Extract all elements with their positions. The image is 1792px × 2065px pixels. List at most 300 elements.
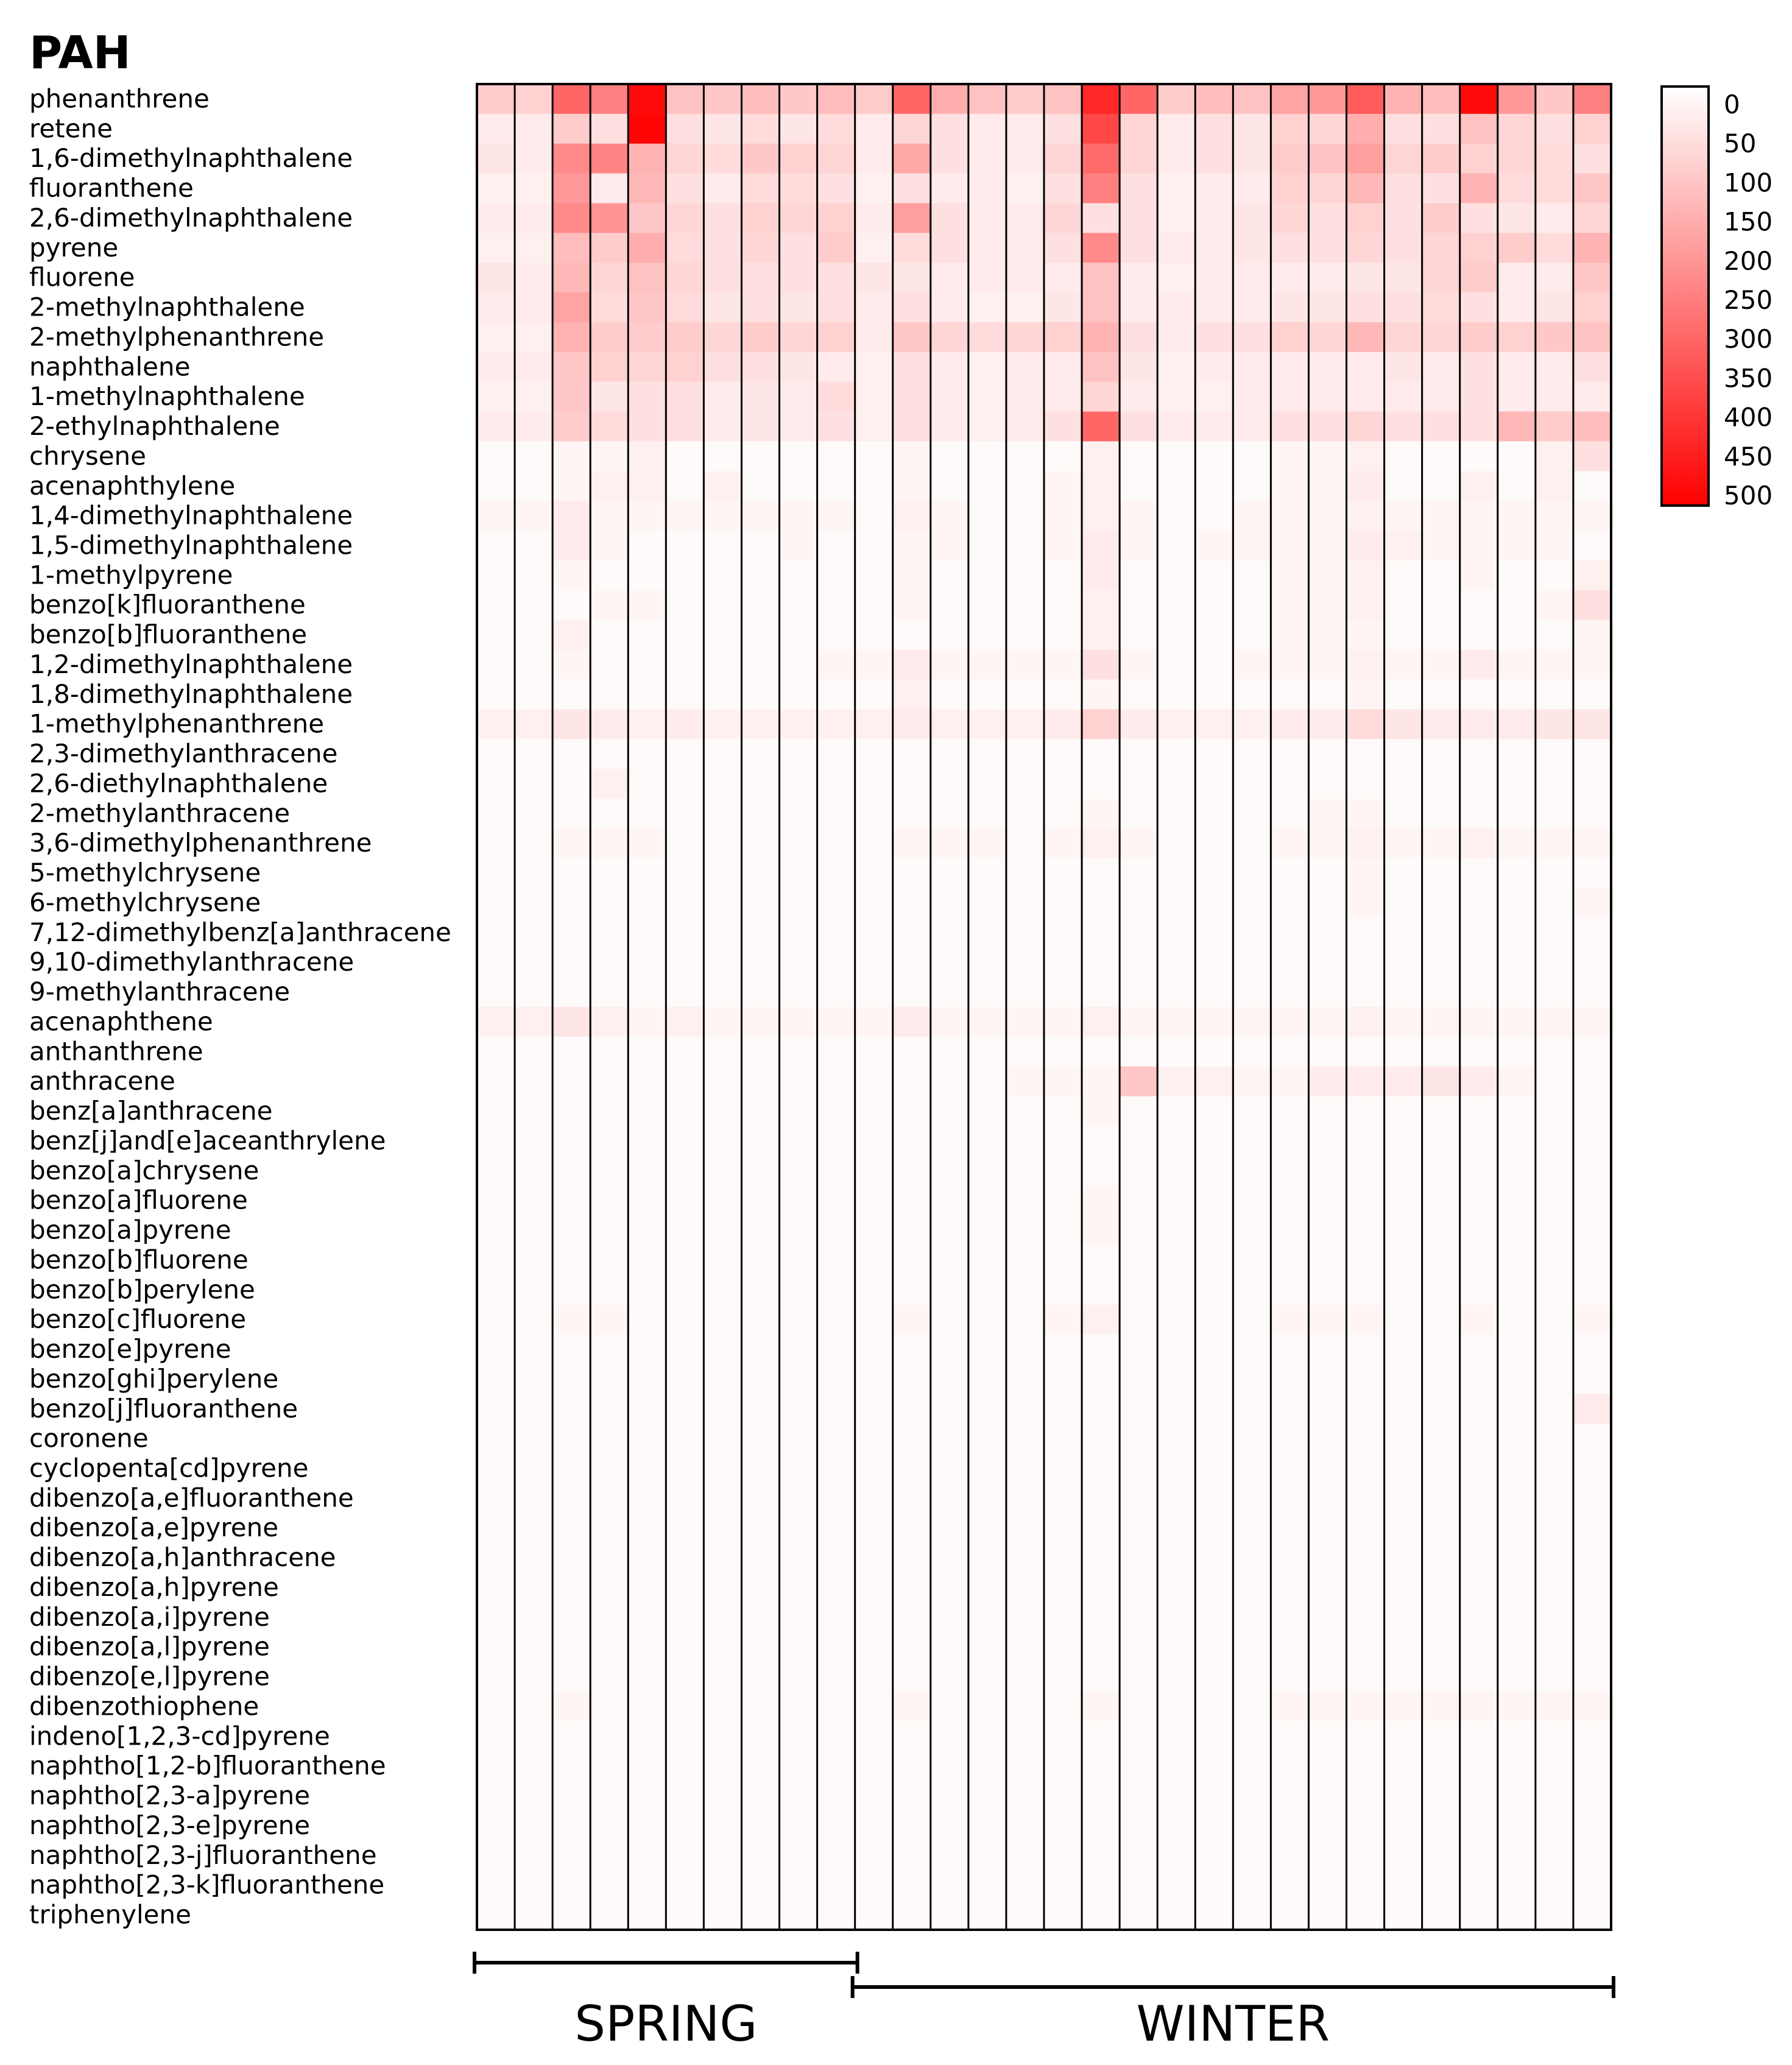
heatmap-cell [1385,501,1423,531]
heatmap-cell [1536,1275,1574,1305]
heatmap-cell [931,144,969,174]
heatmap-cell [817,84,856,114]
heatmap-cell [780,1275,818,1305]
heatmap-cell [1006,1692,1045,1721]
heatmap-cell [1271,1483,1309,1513]
heatmap-cell [1498,1156,1536,1185]
heatmap-cell [1271,799,1309,828]
heatmap-cell [1460,620,1498,650]
heatmap-cell [855,560,894,590]
heatmap-cell [552,501,591,531]
heatmap-cell [1385,888,1423,918]
heatmap-cell [1120,1900,1158,1930]
heatmap-cell [1044,1335,1082,1364]
heatmap-cell [1422,1096,1461,1126]
heatmap-cell [1573,858,1612,888]
heatmap-cell [552,292,591,322]
heatmap-cell [477,292,515,322]
heatmap-cell [1422,1602,1461,1632]
heatmap-cell [666,1335,704,1364]
heatmap-cell [1347,1721,1385,1751]
heatmap-cell [741,1453,780,1483]
heatmap-cell [1573,1900,1612,1930]
heatmap-cell [477,1900,515,1930]
heatmap-cell [1498,412,1536,442]
heatmap-cell [1498,1781,1536,1811]
heatmap-cell [552,114,591,144]
heatmap-cell [1233,620,1271,650]
heatmap-cell [1308,1870,1347,1900]
row-label: pyrene [29,232,119,263]
heatmap-cell [552,1215,591,1245]
heatmap-cell [931,1453,969,1483]
heatmap-cell [893,1424,931,1453]
heatmap-cell [628,1602,666,1632]
heatmap-cell [1536,1900,1574,1930]
heatmap-cell [855,1840,894,1870]
heatmap-cell [1347,1067,1385,1096]
heatmap-cell [1385,1751,1423,1781]
heatmap-cell [666,1215,704,1245]
heatmap-cell [1006,1007,1045,1037]
heatmap-cell [1460,1126,1498,1156]
heatmap-cell [1233,1335,1271,1364]
heatmap-cell [1385,1424,1423,1453]
heatmap-cell [817,1394,856,1424]
heatmap-cell [1498,352,1536,382]
heatmap-cell [780,1632,818,1662]
heatmap-cell [1006,1513,1045,1543]
heatmap-cell [1347,1305,1385,1335]
heatmap-cell [893,1096,931,1126]
heatmap-cell [1271,382,1309,412]
heatmap-cell [1157,471,1196,501]
heatmap-cell [1422,352,1461,382]
heatmap-cell [477,1364,515,1394]
heatmap-cell [1006,858,1045,888]
heatmap-cell [477,769,515,799]
heatmap-cell [1573,382,1612,412]
heatmap-cell [1422,1156,1461,1185]
heatmap-cell [893,114,931,144]
heatmap-cell [1157,1275,1196,1305]
heatmap-cell [1460,917,1498,947]
heatmap-cell [855,650,894,680]
heatmap-cell [1157,1096,1196,1126]
heatmap-cell [855,1543,894,1573]
heatmap-cell [590,1037,629,1067]
heatmap-cell [590,1156,629,1185]
heatmap-cell [1347,1245,1385,1275]
heatmap-cell [1498,144,1536,174]
heatmap-cell [1006,917,1045,947]
heatmap-cell [1422,144,1461,174]
row-label: acenaphthene [29,1006,213,1037]
heatmap-cell [1385,1870,1423,1900]
heatmap-cell [1006,977,1045,1007]
heatmap-cell [1006,1662,1045,1692]
heatmap-cell [1195,1156,1233,1185]
heatmap-cell [1157,1067,1196,1096]
heatmap-cell [1422,114,1461,144]
heatmap-cell [1044,1811,1082,1841]
heatmap-cell [477,679,515,709]
heatmap-cell [704,1781,742,1811]
heatmap-cell [1157,1185,1196,1215]
heatmap-cell [931,1394,969,1424]
heatmap-cell [855,501,894,531]
heatmap-cell [1120,233,1158,263]
heatmap-cell [817,1483,856,1513]
heatmap-cell [666,1721,704,1751]
heatmap-cell [1536,1185,1574,1215]
heatmap-cell [741,84,780,114]
heatmap-cell [1120,828,1158,858]
heatmap-cell [515,1007,553,1037]
heatmap-cell [931,1335,969,1364]
heatmap-cell [477,84,515,114]
heatmap-cell [515,620,553,650]
heatmap-cell [1347,1007,1385,1037]
heatmap-cell [931,1364,969,1394]
heatmap-cell [628,620,666,650]
heatmap-cell [1233,1185,1271,1215]
heatmap-cell [704,1900,742,1930]
heatmap-cell [1082,917,1120,947]
heatmap-cell [893,888,931,918]
heatmap-cell [1460,828,1498,858]
heatmap-cell [1385,1573,1423,1603]
heatmap-cell [1498,590,1536,620]
heatmap-cell [1347,1215,1385,1245]
heatmap-cell [590,739,629,769]
heatmap-cell [1422,799,1461,828]
heatmap-cell [1044,1543,1082,1573]
heatmap-cell [477,1840,515,1870]
heatmap-cell [1308,1543,1347,1573]
heatmap-cell [477,947,515,977]
row-label: benzo[a]chrysene [29,1155,259,1185]
heatmap-cell [1308,620,1347,650]
heatmap-cell [741,799,780,828]
heatmap-cell [1233,560,1271,590]
heatmap-cell [1536,650,1574,680]
heatmap-cell [1308,739,1347,769]
heatmap-cell [1006,590,1045,620]
heatmap-cell [1233,382,1271,412]
heatmap-cell [1422,174,1461,203]
heatmap-cell [780,1870,818,1900]
heatmap-cell [817,977,856,1007]
heatmap-cell [1271,1156,1309,1185]
heatmap-cell [817,412,856,442]
heatmap-cell [1044,1305,1082,1335]
heatmap-cell [1233,1126,1271,1156]
heatmap-cell [1308,1215,1347,1245]
heatmap-cell [477,1721,515,1751]
heatmap-cell [1347,531,1385,560]
heatmap-cell [1385,1007,1423,1037]
heatmap-cell [817,531,856,560]
heatmap-cell [1157,1364,1196,1394]
heatmap-cell [1573,1573,1612,1603]
heatmap-cell [968,888,1007,918]
heatmap-cell [666,1573,704,1603]
heatmap-cell [1385,1900,1423,1930]
heatmap-cell [1271,769,1309,799]
heatmap-cell [1308,1900,1347,1930]
heatmap-cell [855,352,894,382]
heatmap-cell [704,441,742,471]
heatmap-cell [704,888,742,918]
heatmap-cell [1422,1632,1461,1662]
heatmap-cell [1573,799,1612,828]
heatmap-cell [931,1543,969,1573]
heatmap-cell [1233,1573,1271,1603]
heatmap-cell [1308,977,1347,1007]
heatmap-cell [666,1662,704,1692]
heatmap-cell [666,1096,704,1126]
heatmap-cell [477,471,515,501]
heatmap-cell [1271,828,1309,858]
heatmap-cell [666,263,704,292]
heatmap-cell [666,1424,704,1453]
heatmap-cell [704,1811,742,1841]
heatmap-cell [1422,679,1461,709]
heatmap-cell [1120,1543,1158,1573]
heatmap-cell [1195,114,1233,144]
heatmap-cell [1233,292,1271,322]
heatmap-cell [1044,739,1082,769]
heatmap-cell [1385,1245,1423,1275]
heatmap-cell [741,1096,780,1126]
heatmap-cell [666,1126,704,1156]
heatmap-cell [931,174,969,203]
heatmap-cell [931,1602,969,1632]
heatmap-cell [704,1870,742,1900]
heatmap-cell [1460,799,1498,828]
heatmap-cell [590,947,629,977]
heatmap-cell [780,650,818,680]
heatmap-cell [741,1185,780,1215]
heatmap-cell [1195,1662,1233,1692]
heatmap-cell [628,1067,666,1096]
heatmap-cell [1460,1632,1498,1662]
heatmap-cell [552,1335,591,1364]
heatmap-cell [1157,233,1196,263]
heatmap-cell [1082,1096,1120,1126]
heatmap-cell [1157,412,1196,442]
heatmap-cell [1233,709,1271,739]
heatmap-cell [893,1453,931,1483]
heatmap-cell [1082,1602,1120,1632]
heatmap-cell [1460,1602,1498,1632]
heatmap-cell [931,977,969,1007]
heatmap-cell [893,620,931,650]
heatmap-cell [1347,174,1385,203]
heatmap-cell [515,1573,553,1603]
heatmap-cell [1082,1156,1120,1185]
heatmap-cell [704,1335,742,1364]
heatmap-cell [1573,1662,1612,1692]
heatmap-cell [628,1692,666,1721]
colorbar-tick-label: 500 [1724,481,1773,510]
heatmap-cell [628,1662,666,1692]
heatmap-cell [741,1483,780,1513]
heatmap-cell [817,917,856,947]
heatmap-cell [1573,1751,1612,1781]
heatmap-cell [628,888,666,918]
heatmap-cell [1498,471,1536,501]
heatmap-cell [968,233,1007,263]
heatmap-cell [1195,799,1233,828]
heatmap-cell [1157,292,1196,322]
heatmap-cell [1347,322,1385,352]
heatmap-cell [1536,84,1574,114]
heatmap-cell [893,917,931,947]
heatmap-cell [1460,1156,1498,1185]
heatmap-cell [477,1067,515,1096]
heatmap-cell [628,977,666,1007]
heatmap-cell [817,1215,856,1245]
heatmap-cell [855,1394,894,1424]
heatmap-cell [1422,650,1461,680]
row-label: indeno[1,2,3-cd]pyrene [29,1721,330,1751]
heatmap-cell [1460,1007,1498,1037]
heatmap-cell [477,263,515,292]
heatmap-cell [1308,1721,1347,1751]
row-label: 7,12-dimethylbenz[a]anthracene [29,917,451,947]
row-label: acenaphthylene [29,470,236,501]
heatmap-cell [1006,650,1045,680]
heatmap-cell [1308,858,1347,888]
heatmap-cell [931,1037,969,1067]
heatmap-cell [1460,501,1498,531]
heatmap-cell [628,1573,666,1603]
heatmap-cell [1498,501,1536,531]
heatmap-cell [704,1067,742,1096]
heatmap-cell [741,1632,780,1662]
heatmap-cell [1195,1335,1233,1364]
heatmap-cell [1233,679,1271,709]
heatmap-cell [741,1335,780,1364]
heatmap-cell [1271,1335,1309,1364]
heatmap-cell [1082,1275,1120,1305]
heatmap-cell [1120,858,1158,888]
heatmap-cell [780,1543,818,1573]
heatmap-cell [1120,1602,1158,1632]
heatmap-cell [1308,799,1347,828]
heatmap-cell [741,620,780,650]
heatmap-cell [1195,590,1233,620]
heatmap-cell [1498,947,1536,977]
heatmap-cell [1082,263,1120,292]
heatmap-cell [1082,1692,1120,1721]
heatmap-cell [590,828,629,858]
heatmap-cell [780,1751,818,1781]
heatmap-cell [1044,1483,1082,1513]
heatmap-cell [1308,263,1347,292]
heatmap-cell [1347,1424,1385,1453]
heatmap-cell [1536,114,1574,144]
heatmap-cell [893,1811,931,1841]
heatmap-cell [893,1067,931,1096]
heatmap-cell [1460,1245,1498,1275]
heatmap-cell [1157,352,1196,382]
heatmap-cell [780,1364,818,1394]
heatmap-cell [590,144,629,174]
heatmap-cell [817,114,856,144]
heatmap-cell [1120,1007,1158,1037]
heatmap-cell [1460,1067,1498,1096]
heatmap-cell [741,947,780,977]
heatmap-cell [931,1751,969,1781]
heatmap-cell [1536,1840,1574,1870]
heatmap-cell [968,1156,1007,1185]
heatmap-cell [1536,739,1574,769]
heatmap-cell [552,263,591,292]
heatmap-cell [1536,1067,1574,1096]
heatmap-cell [515,114,553,144]
heatmap-cell [1498,679,1536,709]
row-label: naphtho[2,3-e]pyrene [29,1810,311,1840]
heatmap-cell [780,1721,818,1751]
heatmap-cell [1044,322,1082,352]
heatmap-cell [1233,1870,1271,1900]
heatmap-cell [628,1840,666,1870]
heatmap-cell [817,1811,856,1841]
heatmap-cell [817,1662,856,1692]
heatmap-cell [704,1840,742,1870]
heatmap-cell [1082,1424,1120,1453]
heatmap-cell [1120,1632,1158,1662]
heatmap-cell [666,739,704,769]
heatmap-cell [628,1185,666,1215]
heatmap-cell [968,650,1007,680]
heatmap-cell [1385,620,1423,650]
heatmap-cell [1347,679,1385,709]
heatmap-cell [704,828,742,858]
heatmap-cell [477,1394,515,1424]
heatmap-cell [552,1573,591,1603]
heatmap-cell [590,620,629,650]
heatmap-cell [741,322,780,352]
heatmap-cell [1233,471,1271,501]
heatmap-cell [1460,441,1498,471]
heatmap-cell [1460,679,1498,709]
heatmap-cell [931,888,969,918]
heatmap-cell [1006,560,1045,590]
heatmap-cell [1422,471,1461,501]
heatmap-cell [1347,1453,1385,1483]
heatmap-cell [1233,1692,1271,1721]
heatmap-cell [515,382,553,412]
heatmap-cell [552,1245,591,1275]
heatmap-cell [666,709,704,739]
heatmap-cell [1120,917,1158,947]
heatmap-cell [968,441,1007,471]
heatmap-cell [1573,1096,1612,1126]
heatmap-cell [628,531,666,560]
heatmap-cell [931,114,969,144]
heatmap-cell [1385,322,1423,352]
heatmap-cell [628,1096,666,1126]
heatmap-cell [1006,1543,1045,1573]
row-label: 1,4-dimethylnaphthalene [29,500,353,531]
row-label: fluorene [29,262,135,292]
heatmap-cell [1157,203,1196,233]
heatmap-cell [1157,828,1196,858]
